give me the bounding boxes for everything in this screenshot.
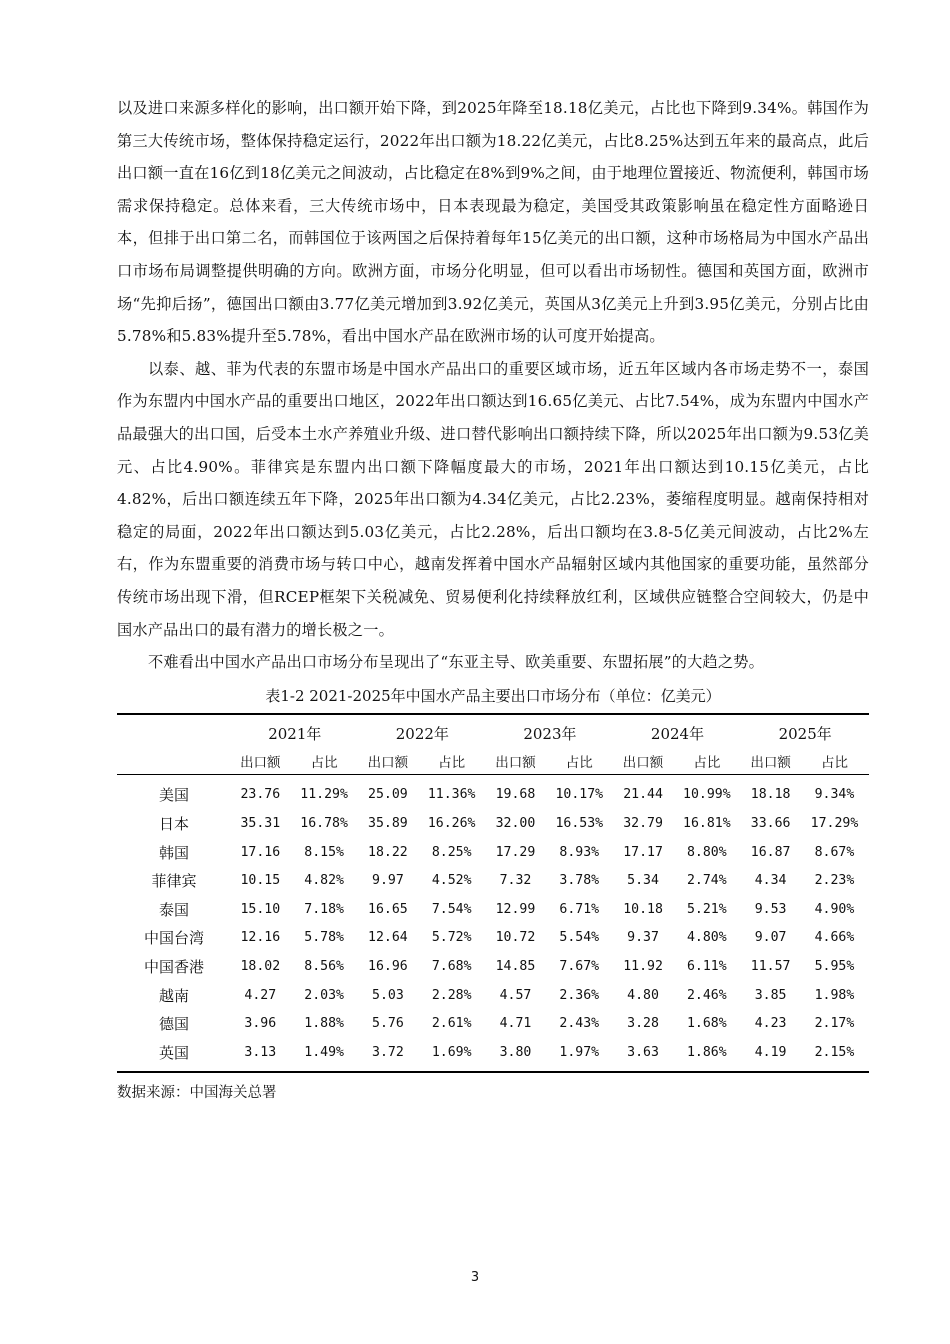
share-cell: 5.95% (814, 959, 855, 975)
amount-cell: 32.79 (623, 816, 663, 832)
share-cell: 10.17% (555, 787, 604, 803)
share-cell: 10.99% (683, 787, 731, 803)
year-header: 2021年 (268, 724, 322, 743)
subheader-amount: 出口额 (231, 748, 290, 775)
data-source-note: 数据来源：中国海关总署 (117, 1084, 277, 1101)
table-row (117, 1009, 869, 1038)
share-cell: 4.66% (814, 930, 855, 946)
share-cell: 1.98% (814, 987, 855, 1003)
page-number: 3 (470, 1270, 480, 1285)
share-cell: 7.68% (431, 959, 472, 975)
amount-cell: 19.68 (495, 787, 536, 803)
amount-cell: 3.96 (244, 1016, 277, 1032)
amount-cell: 14.85 (495, 959, 536, 975)
share-cell: 2.23% (814, 873, 855, 889)
table-row (117, 1038, 869, 1072)
year-header: 2024年 (650, 724, 705, 743)
share-cell: 16.78% (300, 816, 348, 832)
amount-cell: 3.63 (627, 1044, 659, 1060)
share-cell: 2.74% (686, 873, 727, 889)
amount-cell: 17.29 (495, 844, 536, 860)
corner-cell (117, 748, 231, 775)
amount-cell: 18.22 (368, 844, 408, 860)
year-header: 2022年 (395, 724, 449, 743)
year-header: 2023年 (523, 724, 577, 743)
amount-cell: 4.57 (499, 987, 532, 1003)
subheader-share: 占比 (672, 748, 741, 775)
amount-cell: 11.57 (750, 959, 791, 975)
amount-cell: 9.97 (372, 873, 404, 889)
share-cell: 8.93% (559, 844, 600, 860)
country-cell: 韩国 (158, 843, 189, 862)
share-cell: 2.61% (431, 1016, 472, 1032)
amount-cell: 9.07 (754, 930, 787, 946)
country-cell: 泰国 (158, 900, 189, 919)
amount-cell: 10.15 (240, 873, 281, 889)
amount-cell: 12.64 (368, 930, 408, 946)
share-cell: 11.36% (427, 787, 476, 803)
table-row (117, 981, 869, 1010)
share-cell: 1.68% (686, 1016, 727, 1032)
share-cell: 5.21% (686, 901, 727, 917)
amount-cell: 10.18 (623, 901, 663, 917)
paragraph-3: 不难看出中国水产品出口市场分布呈现出了“东亚主导、欧美重要、东盟拓展”的大趋之势。 (148, 653, 765, 672)
amount-cell: 4.34 (754, 873, 787, 889)
amount-cell: 32.00 (495, 816, 536, 832)
table-caption: 表1-2 2021-2025年中国水产品主要出口市场分布（单位：亿美元） (265, 686, 721, 705)
share-cell: 2.03% (304, 987, 344, 1003)
document-page (117, 92, 869, 1105)
paragraph-2: 以泰、越、菲为代表的东盟市场是中国水产品出口的重要区域市场，近五年区域内各市场走势不一，泰国作为东盟内中国水产品的重要出口地区，2022年出口额达到16.65亿美元、占比7.54%，成为东盟内中国水产品最强大的出口国，后受本土水产养殖业升级、进口替代影响出口额持续下降，所以2025年出口额为9.53亿美元、占比4.90%。菲律宾是东盟内出口额下降幅度最大的市场，2021年出口额达到10.15亿美元，占比4.82%，后出口额连续五年下降，2025年出口额为4.34亿美元，占比2.23%，萎缩程度明显。越南保持相对稳定的局面，2022年出口额达到5.03亿美元，占比2.28%，后出口额均在3.8-5亿美元间波动，占比2%左右，作为东盟重要的消费市场与转口中心，越南发挥着中国水产品辐射区域内其他国家的重要功能，虽然部分传统市场出现下滑，但RCEP框架下关税减免、贸易便利化持续释放红利，区域供应链整合空间较大，仍是中国水产品出口的最有潜力的增长极之一。 (117, 359, 869, 639)
country-cell: 美国 (158, 786, 189, 805)
share-cell: 6.71% (559, 901, 600, 917)
share-cell: 16.53% (555, 816, 604, 832)
year-header: 2025年 (778, 724, 832, 743)
share-cell: 7.67% (559, 959, 600, 975)
amount-cell: 17.17 (623, 844, 663, 860)
subheader-share: 占比 (545, 748, 614, 775)
share-cell: 17.29% (810, 816, 859, 832)
country-cell: 越南 (158, 986, 189, 1005)
subheader-amount: 出口额 (486, 748, 545, 775)
country-cell: 英国 (158, 1043, 189, 1062)
amount-cell: 35.89 (368, 816, 408, 832)
share-cell: 11.29% (300, 787, 348, 803)
amount-cell: 4.71 (499, 1016, 532, 1032)
table-row (117, 774, 869, 809)
amount-cell: 16.87 (750, 844, 791, 860)
country-cell: 德国 (158, 1015, 189, 1034)
amount-cell: 5.34 (627, 873, 659, 889)
amount-cell: 3.72 (372, 1044, 404, 1060)
share-cell: 9.34% (814, 787, 855, 803)
share-cell: 5.72% (431, 930, 472, 946)
share-cell: 8.15% (304, 844, 344, 860)
share-cell: 4.80% (686, 930, 727, 946)
amount-cell: 15.10 (240, 901, 281, 917)
share-cell: 2.36% (559, 987, 600, 1003)
share-cell: 5.78% (304, 930, 344, 946)
subheader-amount: 出口额 (614, 748, 673, 775)
table-row (117, 838, 869, 867)
share-cell: 2.15% (814, 1044, 855, 1060)
amount-cell: 3.28 (627, 1016, 659, 1032)
amount-cell: 3.85 (754, 987, 787, 1003)
share-cell: 1.69% (431, 1044, 472, 1060)
table-row (117, 952, 869, 981)
amount-cell: 11.92 (623, 959, 663, 975)
amount-cell: 5.03 (372, 987, 404, 1003)
table-row (117, 895, 869, 924)
amount-cell: 10.72 (495, 930, 536, 946)
year-header-row (117, 714, 869, 748)
share-cell: 4.90% (814, 901, 855, 917)
subheader-share: 占比 (290, 748, 359, 775)
share-cell: 4.82% (304, 873, 344, 889)
country-cell: 中国香港 (143, 958, 204, 977)
amount-cell: 12.16 (240, 930, 281, 946)
share-cell: 8.80% (686, 844, 727, 860)
corner-cell (117, 714, 231, 748)
share-cell: 1.49% (304, 1044, 344, 1060)
amount-cell: 4.27 (244, 987, 277, 1003)
subheader-share: 占比 (800, 748, 869, 775)
share-cell: 2.17% (814, 1016, 855, 1032)
amount-cell: 3.80 (499, 1044, 532, 1060)
country-cell: 日本 (158, 815, 189, 834)
share-cell: 8.56% (304, 959, 344, 975)
table-row (117, 809, 869, 838)
amount-cell: 33.66 (750, 816, 791, 832)
share-cell: 2.28% (431, 987, 472, 1003)
table-row (117, 924, 869, 953)
amount-cell: 23.76 (240, 787, 281, 803)
amount-cell: 18.18 (750, 787, 791, 803)
amount-cell: 4.23 (754, 1016, 787, 1032)
share-cell: 3.78% (559, 873, 600, 889)
share-cell: 2.43% (559, 1016, 600, 1032)
paragraph-1: 以及进口来源多样化的影响，出口额开始下降，到2025年降至18.18亿美元，占比也下降到9.34%。韩国作为第三大传统市场，整体保持稳定运行，2022年出口额为18.22亿美元，占比8.25%达到五年来的最高点，此后出口额一直在16亿到18亿美元之间波动，占比稳定在8%到9%之间，由于地理位置接近、物流便利，韩国市场需求保持稳定。总体来看，三大传统市场中，日本表现最为稳定，美国受其政策影响虽在稳定性方面略逊日本，但排于出口第二名，而韩国位于该两国之后保持着每年15亿美元的出口额，这种市场格局为中国水产品出口市场布局调整提供明确的方向。欧洲方面，市场分化明显，但可以看出市场韧性。德国和英国方面，欧洲市场“先抑后扬”，德国出口额由3.77亿美元增加到3.92亿美元，英国从3亿美元上升到3.95亿美元，分别占比由5.78%和5.83%提升至5.78%，看出中国水产品在欧洲市场的认可度开始提高。 (117, 99, 869, 346)
amount-cell: 17.16 (240, 844, 281, 860)
subheader-share: 占比 (417, 748, 486, 775)
amount-cell: 16.96 (368, 959, 408, 975)
amount-cell: 7.32 (499, 873, 532, 889)
share-cell: 1.97% (559, 1044, 600, 1060)
amount-cell: 12.99 (495, 901, 536, 917)
share-cell: 8.67% (814, 844, 855, 860)
subheader-row (117, 748, 869, 775)
share-cell: 16.26% (427, 816, 476, 832)
share-cell: 4.52% (431, 873, 472, 889)
amount-cell: 18.02 (240, 959, 281, 975)
amount-cell: 9.53 (754, 901, 787, 917)
country-cell: 菲律宾 (151, 872, 197, 891)
share-cell: 7.54% (431, 901, 472, 917)
amount-cell: 25.09 (368, 787, 408, 803)
share-cell: 2.46% (686, 987, 727, 1003)
amount-cell: 4.80 (627, 987, 659, 1003)
table-row (117, 866, 869, 895)
share-cell: 1.86% (686, 1044, 727, 1060)
amount-cell: 9.37 (627, 930, 659, 946)
share-cell: 7.18% (304, 901, 344, 917)
share-cell: 5.54% (559, 930, 600, 946)
share-cell: 16.81% (683, 816, 731, 832)
country-cell: 中国台湾 (143, 929, 204, 948)
share-cell: 8.25% (431, 844, 472, 860)
share-cell: 6.11% (686, 959, 727, 975)
amount-cell: 5.76 (372, 1016, 404, 1032)
amount-cell: 3.13 (244, 1044, 277, 1060)
amount-cell: 35.31 (240, 816, 281, 832)
subheader-amount: 出口额 (359, 748, 418, 775)
share-cell: 1.88% (304, 1016, 344, 1032)
amount-cell: 4.19 (754, 1044, 787, 1060)
amount-cell: 16.65 (368, 901, 408, 917)
export-market-table (117, 713, 869, 1073)
subheader-amount: 出口额 (741, 748, 800, 775)
amount-cell: 21.44 (623, 787, 663, 803)
